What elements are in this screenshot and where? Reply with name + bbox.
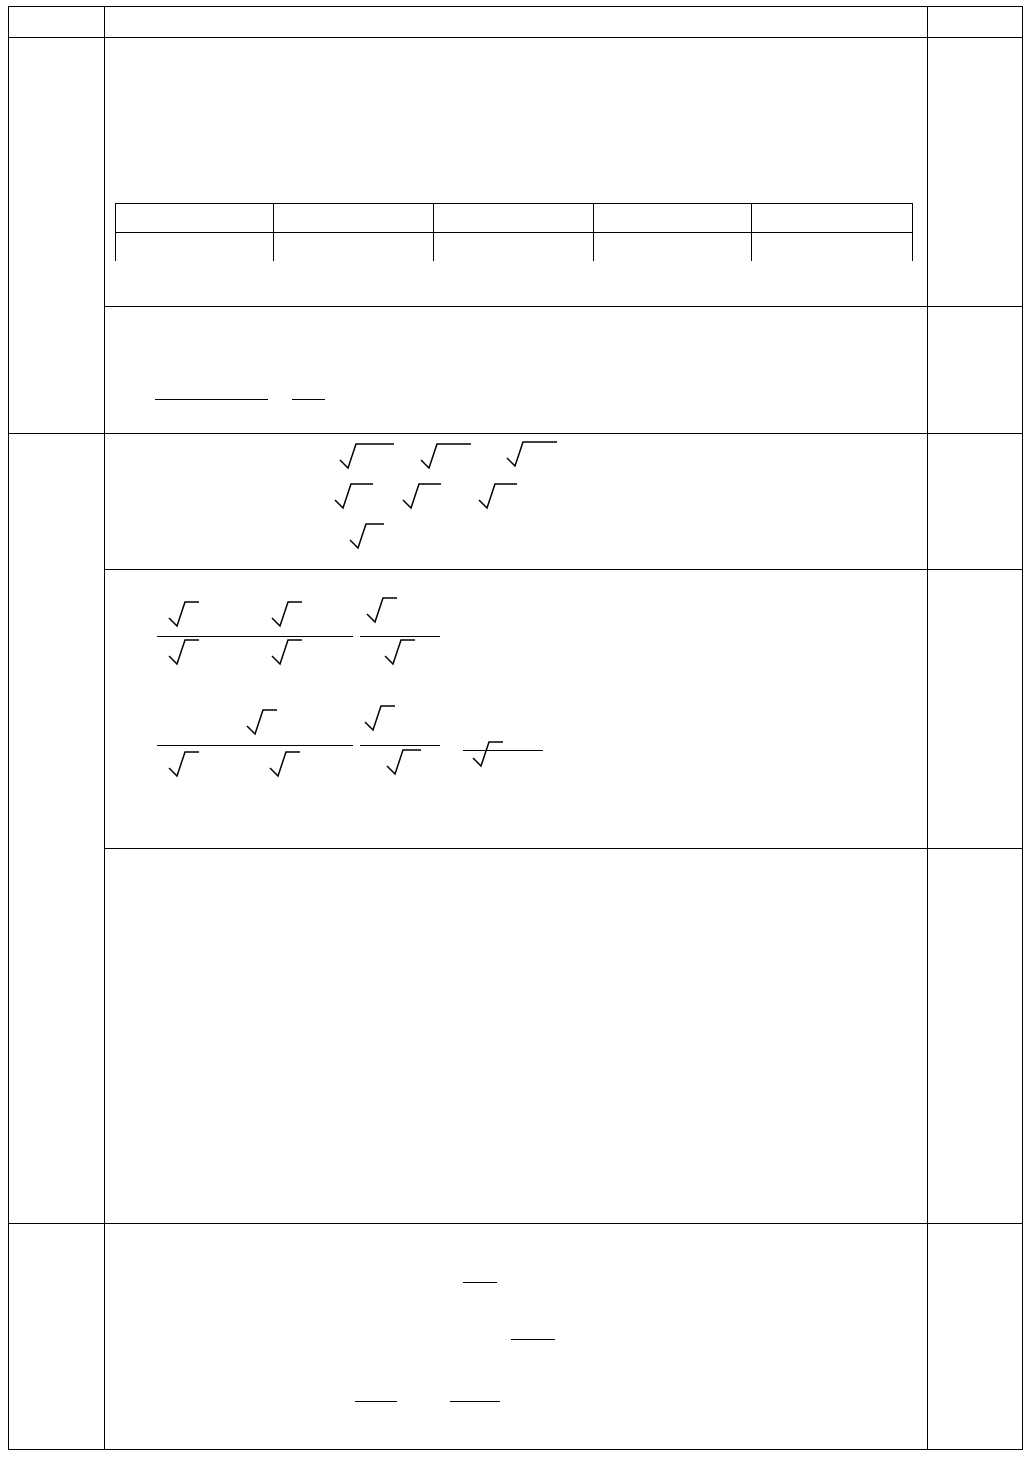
block-1b-content [105, 307, 927, 432]
block-2b-cell [105, 570, 927, 849]
fraction-bar [511, 1339, 555, 1340]
section-2-right-cell [927, 434, 1022, 1224]
section-1-right-row [928, 38, 1022, 307]
section-2-right-inner [928, 434, 1022, 1223]
section-1-mark-cell-a[interactable] [928, 38, 1022, 307]
block-1a-cell [105, 38, 927, 307]
fraction-bar [463, 1282, 497, 1283]
fraction-bar [157, 636, 353, 637]
answer-grid-cell[interactable] [116, 204, 274, 233]
answer-grid-cell[interactable] [752, 233, 913, 262]
answer-grid-cell[interactable] [274, 233, 434, 262]
block-1a-content [105, 38, 927, 306]
section-3-left-label-cell [9, 1224, 105, 1450]
block-2b-content [105, 570, 927, 848]
section-2-content-cell [105, 434, 928, 1224]
radical-icon [471, 740, 507, 770]
answer-grid-table[interactable] [115, 203, 913, 261]
radical-icon [333, 482, 377, 512]
section-1-mark-cell-b[interactable] [928, 307, 1022, 433]
radical-icon [348, 522, 388, 552]
radical-icon [167, 750, 203, 780]
radical-icon [365, 596, 401, 626]
radical-icon [401, 482, 445, 512]
block-2b-row [105, 570, 927, 849]
section-1-left-label [9, 38, 104, 433]
table-row-section-1 [9, 38, 1023, 434]
section-3-mark-cell [928, 1224, 1022, 1449]
block-2a-cell [105, 434, 927, 570]
fraction-bar [360, 745, 440, 746]
fraction-bar [355, 1401, 397, 1402]
section-2-left-label-cell [9, 434, 105, 1224]
radical-icon [383, 638, 419, 668]
header-right-cell [927, 7, 1022, 38]
block-2c-row [105, 849, 927, 1224]
answer-grid-cell[interactable] [594, 204, 752, 233]
radical-icon [338, 442, 398, 472]
section-2-right-row [928, 434, 1022, 570]
radical-icon [477, 482, 521, 512]
section-1-right-inner [928, 38, 1022, 432]
radical-icon [270, 638, 306, 668]
radical-icon [385, 748, 425, 778]
section-3-content-cell [105, 1224, 928, 1450]
answer-grid-row [116, 233, 913, 262]
header-left-cell [9, 7, 105, 38]
block-1a-row [105, 38, 927, 307]
block-2a-row [105, 434, 927, 570]
section-2-mark-cell-a[interactable] [928, 434, 1022, 570]
block-2c-cell[interactable] [105, 849, 927, 1224]
worksheet-table [8, 6, 1023, 1450]
table-row-section-2 [9, 434, 1023, 1224]
section-2-mark-cell-b[interactable] [928, 570, 1022, 849]
answer-rule [292, 399, 325, 400]
fraction-bar [157, 745, 353, 746]
block-1b-row [105, 307, 927, 433]
radical-icon [270, 600, 306, 630]
section-3-left-label [9, 1224, 104, 1449]
fraction-bar [360, 636, 440, 637]
radical-icon [268, 750, 304, 780]
section-1-left-label-cell [9, 38, 105, 434]
radical-icon [419, 442, 475, 472]
block-2c-content [105, 849, 927, 1223]
section-1-right-row [928, 307, 1022, 433]
block-3a-content [105, 1224, 927, 1449]
answer-grid-cell[interactable] [116, 233, 274, 262]
section-1-inner-table [105, 38, 927, 432]
radical-icon [363, 704, 399, 734]
section-3-right-cell[interactable] [927, 1224, 1022, 1450]
answer-grid-cell[interactable] [434, 233, 594, 262]
radical-icon [167, 600, 203, 630]
section-1-content-cell [105, 38, 928, 434]
answer-grid-cell[interactable] [274, 204, 434, 233]
header-left-content [9, 7, 104, 37]
section-2-left-label [9, 434, 104, 1223]
radical-icon [167, 638, 203, 668]
header-mid-content [105, 7, 927, 37]
answer-grid-row [116, 204, 913, 233]
section-2-inner-table [105, 434, 927, 1223]
answer-grid-cell[interactable] [594, 233, 752, 262]
answer-grid-cell[interactable] [434, 204, 594, 233]
answer-grid-cell[interactable] [752, 204, 913, 233]
header-right-content [928, 7, 1022, 37]
section-2-right-row [928, 570, 1022, 849]
block-1b-cell [105, 307, 927, 433]
table-row-header [9, 7, 1023, 38]
header-mid-cell [105, 7, 928, 38]
radical-icon [505, 440, 561, 470]
section-1-right-cell [927, 38, 1022, 434]
table-row-section-3 [9, 1224, 1023, 1450]
block-2a-content [105, 434, 927, 569]
answer-rule [155, 399, 268, 400]
radical-icon [245, 708, 281, 738]
fraction-bar [450, 1401, 500, 1402]
section-2-right-row [928, 849, 1022, 1224]
section-2-mark-cell-c[interactable] [928, 849, 1022, 1224]
